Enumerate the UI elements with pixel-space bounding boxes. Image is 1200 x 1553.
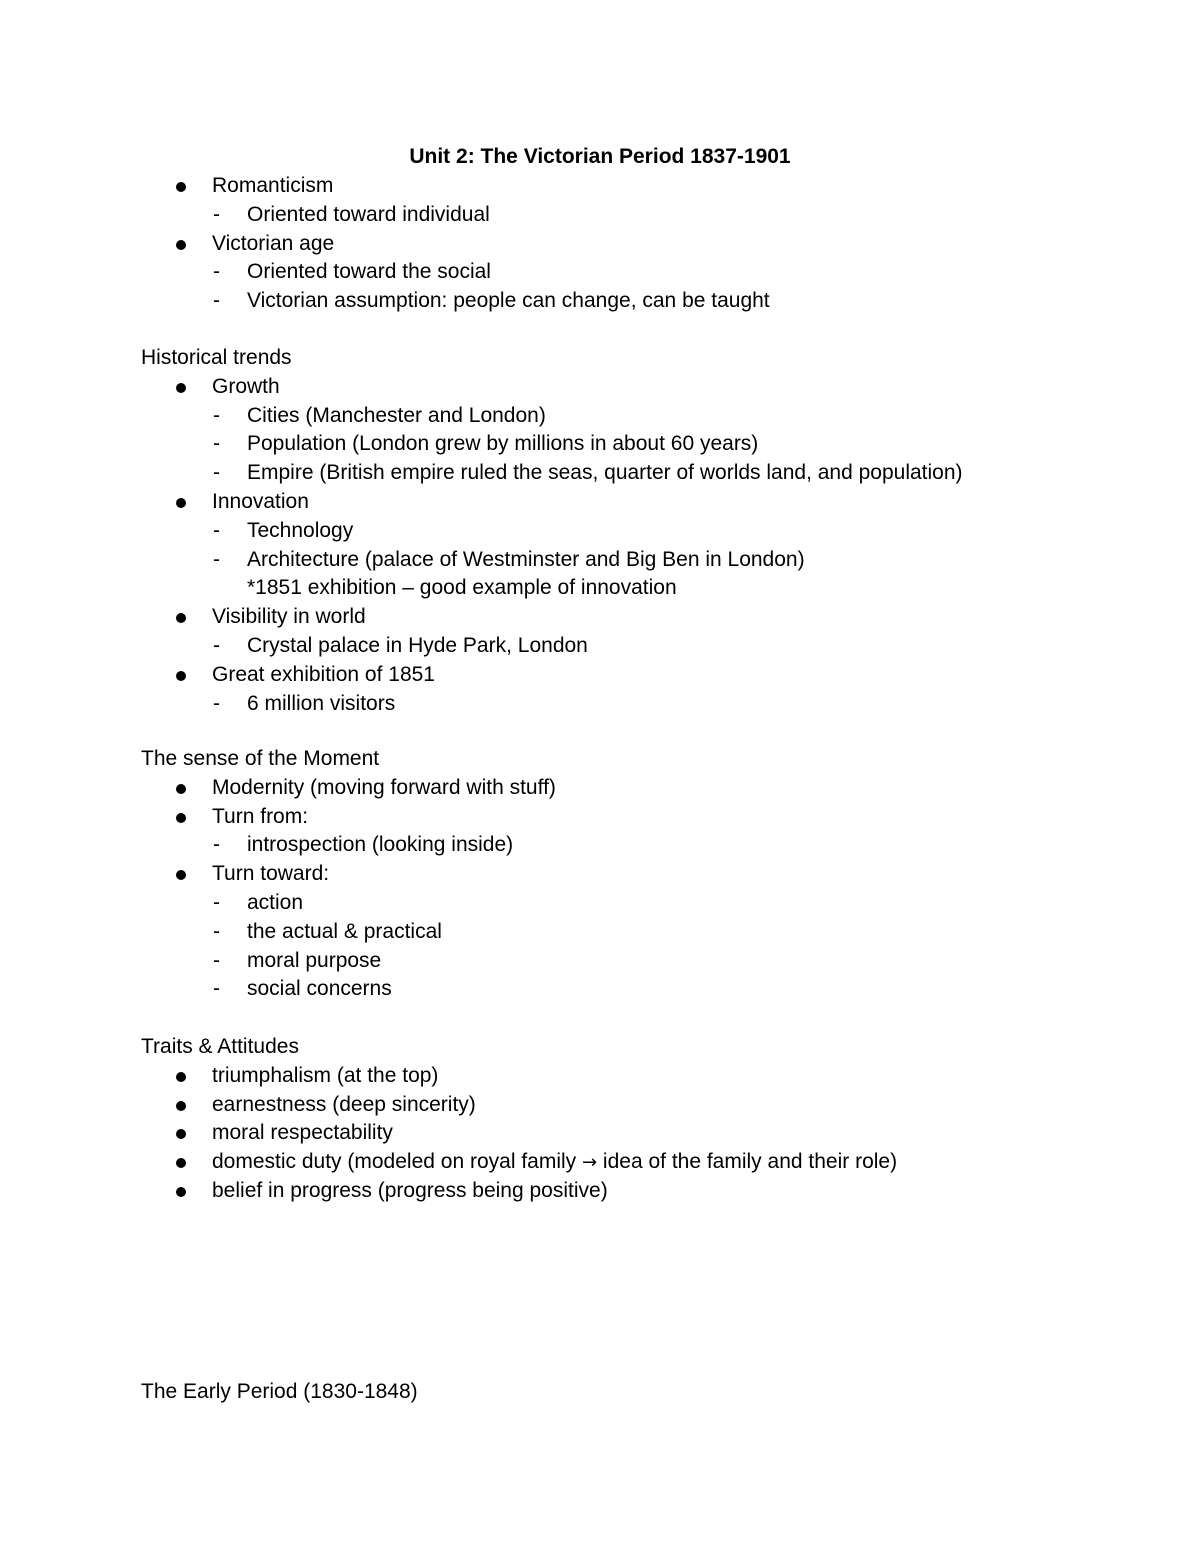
bullet-icon (176, 813, 186, 823)
dash-icon: - (213, 691, 220, 715)
list-item: - Crystal palace in Hyde Park, London (141, 632, 1141, 661)
list-item: domestic duty (modeled on royal family → idea of the family and their role) (141, 1148, 1141, 1177)
list-item: - Architecture (palace of Westminster and Big Ben in London) (141, 546, 1141, 575)
dash-icon: - (213, 919, 220, 943)
list-item: Turn from: (141, 803, 1141, 832)
right-arrow-icon: → (582, 1152, 598, 1174)
list-item: - 6 million visitors (141, 690, 1141, 719)
dash-icon: - (213, 461, 220, 485)
bullet-icon (176, 498, 186, 508)
list-item: - introspection (looking inside) (141, 831, 1141, 860)
bullet-icon (176, 1129, 186, 1139)
bullet-icon (176, 784, 186, 794)
list-item: Great exhibition of 1851 (141, 661, 1141, 690)
sense-of-moment-section (141, 745, 1141, 1004)
section-heading: Traits & Attitudes (141, 1035, 299, 1058)
historical-trends-section (141, 344, 1141, 718)
dash-icon: - (213, 289, 220, 313)
bullet-icon (176, 1187, 186, 1197)
list-item: Growth (141, 373, 1141, 402)
dash-icon: - (213, 547, 220, 571)
list-item: - Oriented toward the social (141, 258, 1141, 287)
list-item: Visibility in world (141, 603, 1141, 632)
list-item: earnestness (deep sincerity) (141, 1091, 1141, 1120)
list-item: - Empire (British empire ruled the seas, quarter of worlds land, and population) (141, 459, 1141, 488)
dash-icon: - (213, 948, 220, 972)
page-title: Unit 2: The Victorian Period 1837-1901 (409, 145, 791, 168)
bullet-icon (176, 1158, 186, 1168)
dash-icon: - (213, 633, 220, 657)
list-item: - social concerns (141, 975, 1141, 1004)
bullet-icon (176, 240, 186, 250)
bullet-icon (176, 182, 186, 192)
dash-icon: - (213, 977, 220, 1001)
bullet-icon (176, 1101, 186, 1111)
dash-icon: - (213, 260, 220, 284)
list-item: - Population (London grew by millions in about 60 years) (141, 430, 1141, 459)
section-heading: The Early Period (1830-1848) (141, 1380, 418, 1403)
dash-icon: - (213, 432, 220, 456)
list-item: - the actual & practical (141, 918, 1141, 947)
bullet-icon (176, 1072, 186, 1082)
list-item: Turn toward: (141, 860, 1141, 889)
list-item: Victorian age (141, 230, 1141, 259)
list-item: - Victorian assumption: people can change, can be taught (141, 287, 1141, 316)
section-heading: The sense of the Moment (141, 747, 380, 770)
intro-section (141, 172, 1141, 316)
dash-icon: - (213, 202, 220, 226)
bullet-icon (176, 613, 186, 623)
dash-icon: - (213, 890, 220, 914)
list-item: belief in progress (progress being positive) (141, 1177, 1141, 1206)
section-heading: Historical trends (141, 346, 292, 369)
bullet-icon (176, 671, 186, 681)
list-item: moral respectability (141, 1119, 1141, 1148)
list-item: - action (141, 889, 1141, 918)
list-note: *1851 exhibition – good example of innovation (247, 576, 677, 600)
dash-icon: - (213, 403, 220, 427)
list-item: - Oriented toward individual (141, 201, 1141, 230)
traits-attitudes-section (141, 1033, 1141, 1206)
dash-icon: - (213, 833, 220, 857)
dash-icon: - (213, 518, 220, 542)
list-item: Romanticism (141, 172, 1141, 201)
list-item: Modernity (moving forward with stuff) (141, 774, 1141, 803)
bullet-icon (176, 870, 186, 880)
bullet-icon (176, 383, 186, 393)
list-item: - Technology (141, 517, 1141, 546)
early-period-section (141, 1378, 1141, 1407)
list-item: - Cities (Manchester and London) (141, 402, 1141, 431)
list-item: Innovation (141, 488, 1141, 517)
list-item: triumphalism (at the top) (141, 1062, 1141, 1091)
list-item: - moral purpose (141, 947, 1141, 976)
